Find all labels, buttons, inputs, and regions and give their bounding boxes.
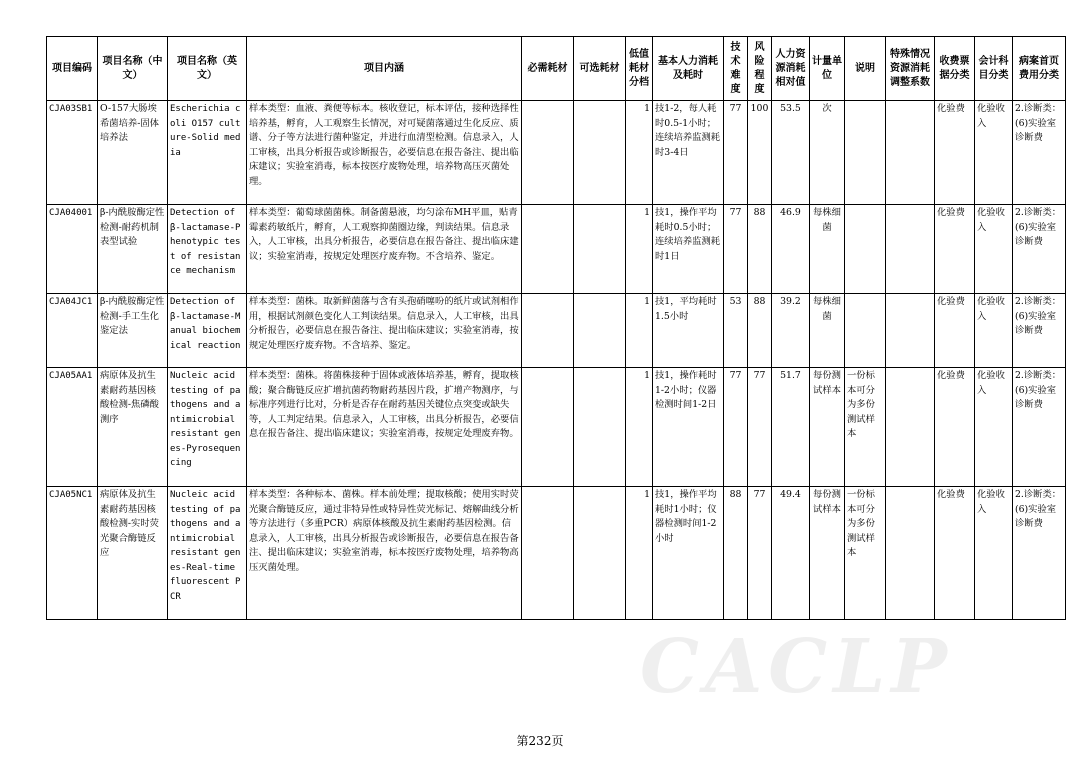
header-required-materials: 必需耗材	[522, 37, 574, 101]
cell-adjust-coefficient	[886, 101, 935, 205]
cell-content: 样本类型：菌株。将菌株接种于固体或液体培养基，孵育，提取核酸；聚合酶链反应扩增抗菌药物耐药基因片段，扩增产物测序，与标准序列进行比对，分析是否存在耐药基因关键位点突变或缺失等，人工判定结果。信息录入，人工审核，出具分析报告，必要信息在报告备注、提出临床建议；实验室消毒，按规定处理废弃物。	[247, 368, 522, 487]
header-low-value-tier: 低值耗材分档	[626, 37, 653, 101]
cell-optional-materials	[574, 101, 626, 205]
cell-name-cn: 病原体及抗生素耐药基因核酸检测-焦磷酸测序	[98, 368, 168, 487]
cell-item-code: CJA05AA1	[47, 368, 98, 487]
cell-name-cn: β-内酰胺酶定性检测-手工生化鉴定法	[98, 294, 168, 368]
header-unit: 计量单位	[810, 37, 845, 101]
cell-low-value-tier: 1	[626, 294, 653, 368]
cell-optional-materials	[574, 294, 626, 368]
cell-name-en: Detection of β-lactamase-Phenotypic test of resistance mechanism	[168, 205, 247, 294]
cell-required-materials	[522, 101, 574, 205]
cell-tech-difficulty: 77	[724, 205, 748, 294]
cell-bill-category: 化验费	[935, 294, 975, 368]
page-number: 第232页	[516, 734, 564, 748]
header-tech-difficulty: 技术难度	[724, 37, 748, 101]
header-bill-category: 收费票据分类	[935, 37, 975, 101]
cell-bill-category: 化验费	[935, 368, 975, 487]
cell-note	[845, 101, 886, 205]
cell-required-materials	[522, 205, 574, 294]
caclp-watermark: CACLP	[640, 624, 953, 710]
cell-tech-difficulty: 53	[724, 294, 748, 368]
cell-unit: 每份测试样本	[810, 368, 845, 487]
cell-item-code: CJA04JC1	[47, 294, 98, 368]
cell-case-fee-category: 2.诊断类：(6)实验室诊断费	[1013, 368, 1066, 487]
cell-labor-time: 技1，平均耗时1.5小时	[653, 294, 724, 368]
cell-hr-relative-value: 53.5	[772, 101, 810, 205]
medical-service-fee-table	[46, 36, 1066, 620]
cell-case-fee-category: 2.诊断类：(6)实验室诊断费	[1013, 294, 1066, 368]
cell-labor-time: 技1，操作平均耗时0.5小时；连续培养监测耗时1日	[653, 205, 724, 294]
cell-bill-category: 化验费	[935, 487, 975, 620]
table-row	[47, 205, 1066, 294]
cell-labor-time: 技1，操作耗时1-2小时；仪器检测时间1-2日	[653, 368, 724, 487]
cell-unit: 每株细菌	[810, 205, 845, 294]
header-account-category: 会计科目分类	[975, 37, 1013, 101]
cell-note: 一份标本可分为多份测试样本	[845, 368, 886, 487]
cell-adjust-coefficient	[886, 205, 935, 294]
table-row	[47, 487, 1066, 620]
cell-item-code: CJA03SB1	[47, 101, 98, 205]
cell-note	[845, 205, 886, 294]
cell-note	[845, 294, 886, 368]
cell-adjust-coefficient	[886, 487, 935, 620]
cell-hr-relative-value: 46.9	[772, 205, 810, 294]
cell-tech-difficulty: 88	[724, 487, 748, 620]
cell-account-category: 化验收入	[975, 368, 1013, 487]
table-row	[47, 101, 1066, 205]
cell-account-category: 化验收入	[975, 487, 1013, 620]
cell-low-value-tier: 1	[626, 487, 653, 620]
table-row	[47, 294, 1066, 368]
cell-labor-time: 技1-2，每人耗时0.5-1小时；连续培养监测耗时3-4日	[653, 101, 724, 205]
cell-unit: 每份测试样本	[810, 487, 845, 620]
cell-name-cn: O-157大肠埃希菌培养-固体培养法	[98, 101, 168, 205]
cell-name-cn: β-内酰胺酶定性检测-耐药机制表型试验	[98, 205, 168, 294]
cell-risk-level: 77	[748, 487, 772, 620]
cell-item-code: CJA05NC1	[47, 487, 98, 620]
cell-unit: 次	[810, 101, 845, 205]
cell-content: 样本类型：葡萄球菌菌株。制备菌悬液，均匀涂布MH平皿，贴青霉素药敏纸片，孵育，人工观察抑菌圈边缘，判读结果。信息录入，人工审核，出具分析报告，必要信息在报告备注、提出临床建议；实验室消毒，按规定处理医疗废弃物。不含培养、鉴定。	[247, 205, 522, 294]
cell-risk-level: 100	[748, 101, 772, 205]
cell-low-value-tier: 1	[626, 368, 653, 487]
cell-labor-time: 技1，操作平均耗时1小时；仪器检测时间1-2小时	[653, 487, 724, 620]
cell-bill-category: 化验费	[935, 101, 975, 205]
header-labor-time: 基本人力消耗及耗时	[653, 37, 724, 101]
cell-bill-category: 化验费	[935, 205, 975, 294]
cell-name-en: Detection of β-lactamase-Manual biochemical reaction	[168, 294, 247, 368]
cell-optional-materials	[574, 487, 626, 620]
header-risk-level: 风险程度	[748, 37, 772, 101]
cell-account-category: 化验收入	[975, 205, 1013, 294]
cell-account-category: 化验收入	[975, 101, 1013, 205]
cell-item-code: CJA04001	[47, 205, 98, 294]
header-name-cn: 项目名称（中文）	[98, 37, 168, 101]
table-row	[47, 368, 1066, 487]
cell-tech-difficulty: 77	[724, 368, 748, 487]
table-body	[47, 101, 1066, 620]
cell-unit: 每株细菌	[810, 294, 845, 368]
cell-required-materials	[522, 487, 574, 620]
header-hr-relative-value: 人力资源消耗相对值	[772, 37, 810, 101]
cell-low-value-tier: 1	[626, 101, 653, 205]
cell-risk-level: 88	[748, 294, 772, 368]
cell-name-en: Nucleic acid testing of pathogens and antimicrobial resistant genes-Real-time fluorescent PCR	[168, 487, 247, 620]
cell-tech-difficulty: 77	[724, 101, 748, 205]
cell-adjust-coefficient	[886, 294, 935, 368]
cell-name-en: Nucleic acid testing of pathogens and antimicrobial resistant genes-Pyrosequencing	[168, 368, 247, 487]
header-content: 项目内涵	[247, 37, 522, 101]
cell-required-materials	[522, 368, 574, 487]
cell-note: 一份标本可分为多份测试样本	[845, 487, 886, 620]
cell-required-materials	[522, 294, 574, 368]
cell-low-value-tier: 1	[626, 205, 653, 294]
cell-hr-relative-value: 49.4	[772, 487, 810, 620]
table-header-row	[47, 37, 1066, 101]
header-item-code: 项目编码	[47, 37, 98, 101]
cell-content: 样本类型：各种标本、菌株。样本前处理；提取核酸；使用实时荧光聚合酶链反应，通过非特异性或特异性荧光标记、熔解曲线分析等方法进行（多重PCR）病原体核酸及抗生素耐药基因检测。信息录入，人工审核，出具分析报告或诊断报告，必要信息在报告备注、提出临床建议；实验室消毒，标本按医疗废物处理，培养物高压灭菌处理。	[247, 487, 522, 620]
cell-name-cn: 病原体及抗生素耐药基因核酸检测-实时荧光聚合酶链反应	[98, 487, 168, 620]
cell-risk-level: 88	[748, 205, 772, 294]
cell-hr-relative-value: 51.7	[772, 368, 810, 487]
cell-optional-materials	[574, 368, 626, 487]
cell-account-category: 化验收入	[975, 294, 1013, 368]
cell-risk-level: 77	[748, 368, 772, 487]
cell-optional-materials	[574, 205, 626, 294]
cell-case-fee-category: 2.诊断类：(6)实验室诊断费	[1013, 487, 1066, 620]
cell-content: 样本类型：血液、粪便等标本。核收登记，标本评估，接种选择性培养基，孵育，人工观察生长情况，对可疑菌落通过生化反应、质谱、分子等方法进行菌种鉴定，并进行血清型检测。信息录入，人工审核，出具分析报告或诊断报告，必要信息在报告备注、提出临床建议；实验室消毒，标本按医疗废物处理，培养物高压灭菌处理。	[247, 101, 522, 205]
header-name-en: 项目名称（英文）	[168, 37, 247, 101]
cell-content: 样本类型：菌株。取新鲜菌落与含有头孢硝噻吩的纸片或试剂相作用，根据试剂颜色变化人工判读结果。信息录入，人工审核，出具分析报告，必要信息在报告备注、提出临床建议；实验室消毒，按规定处理医疗废弃物。不含培养、鉴定。	[247, 294, 522, 368]
cell-case-fee-category: 2.诊断类：(6)实验室诊断费	[1013, 205, 1066, 294]
cell-name-en: Escherichia coli O157 culture-Solid media	[168, 101, 247, 205]
cell-adjust-coefficient	[886, 368, 935, 487]
header-optional-materials: 可选耗材	[574, 37, 626, 101]
header-adjust-coefficient: 特殊情况资源消耗调整系数	[886, 37, 935, 101]
fee-table-container	[46, 36, 1065, 620]
header-note: 说明	[845, 37, 886, 101]
header-case-fee-category: 病案首页费用分类	[1013, 37, 1066, 101]
cell-hr-relative-value: 39.2	[772, 294, 810, 368]
cell-case-fee-category: 2.诊断类：(6)实验室诊断费	[1013, 101, 1066, 205]
